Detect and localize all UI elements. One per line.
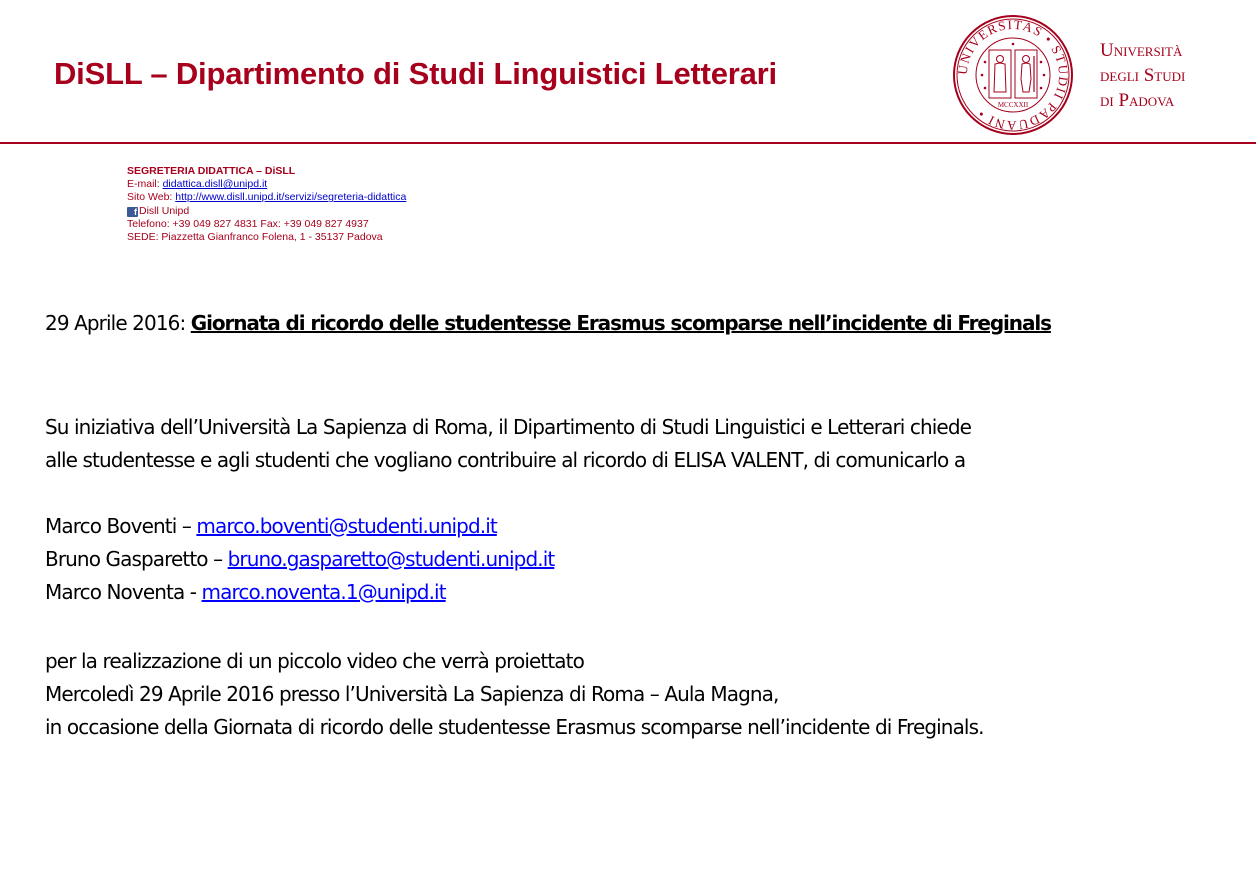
svg-text:UNIVERSITAS • STUDII PADUANI •: UNIVERSITAS • STUDII PADUANI • (954, 16, 1072, 134)
closing-line-2: Mercoledì 29 Aprile 2016 presso l’Università La Sapienza di Roma – Aula Magna, (45, 682, 779, 706)
secretariat-heading: SEGRETERIA DIDATTICA – DiSLL (127, 165, 296, 177)
secretariat-email-link[interactable]: didattica.disll@unipd.it (162, 178, 268, 191)
contact-person-list (45, 510, 554, 609)
secretariat-contact-block (127, 165, 406, 244)
headline-date: 29 Aprile 2016: (45, 311, 191, 335)
email-label: E-mail: (127, 178, 163, 191)
website-label: Sito Web: (127, 191, 176, 204)
contact-separator: – (207, 547, 228, 571)
secretariat-facebook-line[interactable] (127, 205, 406, 218)
university-seal-icon (952, 14, 1074, 136)
university-name-line-1: Università (1100, 40, 1183, 61)
contact-separator: - (184, 580, 202, 604)
contact-person-name: Marco Noventa (45, 580, 185, 604)
intro-paragraph (45, 411, 971, 477)
secretariat-email-line (127, 178, 406, 191)
contact-person-email-link[interactable]: bruno.gasparetto@studenti.unipd.it (227, 547, 555, 571)
intro-line-1: Su iniziativa dell’Università La Sapienza di Roma, il Dipartimento di Studi Linguistici e Letterari chiede (45, 415, 972, 439)
secretariat-website-link[interactable]: http://www.disll.unipd.it/servizi/segreteria-didattica (175, 191, 407, 204)
header-divider (0, 142, 1256, 144)
contact-person-name: Marco Boventi (45, 514, 177, 538)
secretariat-website-line (127, 191, 406, 204)
closing-line-3: in occasione della Giornata di ricordo delle studentesse Erasmus scomparse nell’incidente di Freginals. (45, 715, 984, 739)
contact-person-item (45, 543, 554, 576)
contact-person-item (45, 510, 554, 543)
contact-separator: – (176, 514, 197, 538)
contact-person-name: Bruno Gasparetto (45, 547, 208, 571)
facebook-icon[interactable]: f (127, 207, 138, 217)
headline-title: Giornata di ricordo delle studentesse Erasmus scomparse nell’incidente di Freginals (190, 311, 1051, 335)
closing-line-1: per la realizzazione di un piccolo video che verrà proiettato (45, 649, 584, 673)
intro-line-2: alle studentesse e agli studenti che vogliano contribuire al ricordo di ELISA VALENT, di comunicarlo a (45, 448, 966, 472)
university-name (1100, 38, 1185, 113)
secretariat-address-line: SEDE: Piazzetta Gianfranco Folena, 1 - 35137 Padova (127, 231, 383, 244)
announcement-headline (45, 311, 1051, 335)
facebook-label[interactable]: Disll Unipd (139, 204, 190, 217)
secretariat-phone-line: Telefono: +39 049 827 4831 Fax: +39 049 827 4937 (127, 217, 369, 230)
svg-text:MCCXXII: MCCXXII (997, 101, 1029, 109)
contact-person-email-link[interactable]: marco.noventa.1@unipd.it (201, 580, 446, 604)
university-name-line-2: degli Studi (1100, 65, 1186, 86)
department-title: DiSLL – Dipartimento di Studi Linguistici Letterari (54, 56, 777, 91)
closing-paragraph (45, 645, 984, 744)
contact-person-item (45, 576, 554, 609)
university-name-line-3: di Padova (1100, 90, 1175, 111)
contact-person-email-link[interactable]: marco.boventi@studenti.unipd.it (196, 514, 497, 538)
